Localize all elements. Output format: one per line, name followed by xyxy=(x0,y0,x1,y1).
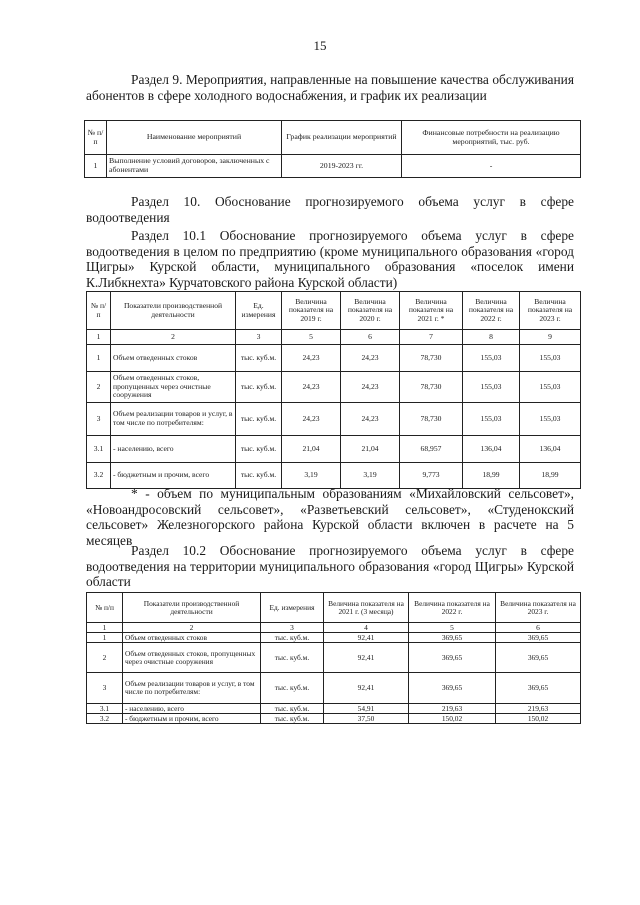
cell: тыс. куб.м. xyxy=(236,372,282,403)
cell: 18,99 xyxy=(520,463,581,489)
section-9-title: Раздел 9. Мероприятия, направленные на повышение качества обслуживания абонентов в сфере холодного водоснабжения, и график их реализации xyxy=(86,72,574,103)
table-row xyxy=(87,345,581,372)
cell: 136,04 xyxy=(463,436,520,463)
cell: 155,03 xyxy=(520,403,581,436)
cell: 136,04 xyxy=(520,436,581,463)
cell: 369,65 xyxy=(409,633,496,643)
cell: 3.2 xyxy=(87,714,123,724)
cell: 9 xyxy=(520,330,581,345)
cell: 5 xyxy=(282,330,341,345)
cell: тыс. куб.м. xyxy=(261,704,324,714)
cell: 3.1 xyxy=(87,704,123,714)
cell: 1 xyxy=(87,623,123,633)
cell: тыс. куб.м. xyxy=(236,403,282,436)
cell: 219,63 xyxy=(496,704,581,714)
table-row xyxy=(87,463,581,489)
header-cell: Величина показателя на 2019 г. xyxy=(282,292,341,330)
cell: 155,03 xyxy=(463,345,520,372)
cell: тыс. куб.м. xyxy=(261,714,324,724)
header-cell: Показатели производственной деятельности xyxy=(111,292,236,330)
cell: 1 xyxy=(87,330,111,345)
header-cell: Ед. измерения xyxy=(236,292,282,330)
cell: 1 xyxy=(87,633,123,643)
cell: 21,04 xyxy=(282,436,341,463)
section-10-2-table xyxy=(86,592,581,724)
cell: - населению, всего xyxy=(111,436,236,463)
table-header-row xyxy=(87,292,581,330)
section-10-2-title: Раздел 10.2 Обоснование прогнозируемого объема услуг в сфере водоотведения на территории муниципального образования «город Щигры» Курской области xyxy=(86,543,574,589)
cell: 3 xyxy=(236,330,282,345)
column-number-row xyxy=(87,330,581,345)
cell: 4 xyxy=(324,623,409,633)
cell: 1 xyxy=(87,345,111,372)
cell: 155,03 xyxy=(463,372,520,403)
section-9-table xyxy=(84,120,581,178)
cell: Объем реализации товаров и услуг, в том числе по потребителям: xyxy=(111,403,236,436)
footnote: * - объем по муниципальным образованиям «Михайловский сельсовет», «Новоандросовский сельсовет», «Разветьевский сельсовет», «Студенокский сельсовет» Железногорского района Курской области включен в расчете на 5 месяцев xyxy=(86,486,574,548)
cell: 2 xyxy=(87,372,111,403)
header-cell: № п/п xyxy=(87,292,111,330)
cell: 7 xyxy=(400,330,463,345)
header-cell: Показатели производственной деятельности xyxy=(123,593,261,623)
cell: Объем отведенных стоков, пропущенных через очистные сооружения xyxy=(123,643,261,673)
cell: 155,03 xyxy=(520,345,581,372)
cell: 54,91 xyxy=(324,704,409,714)
cell: 150,02 xyxy=(496,714,581,724)
cell: 24,23 xyxy=(282,345,341,372)
cell: 24,23 xyxy=(341,372,400,403)
cell: 2 xyxy=(123,623,261,633)
cell: 369,65 xyxy=(409,673,496,704)
cell: 24,23 xyxy=(282,372,341,403)
cell: 1 xyxy=(85,155,107,178)
cell: 369,65 xyxy=(409,643,496,673)
table-row xyxy=(85,155,581,178)
cell: 155,03 xyxy=(463,403,520,436)
cell: 6 xyxy=(341,330,400,345)
cell: 92,41 xyxy=(324,633,409,643)
cell: тыс. куб.м. xyxy=(236,345,282,372)
cell: 24,23 xyxy=(341,345,400,372)
cell: 21,04 xyxy=(341,436,400,463)
cell: тыс. куб.м. xyxy=(236,463,282,489)
cell: тыс. куб.м. xyxy=(261,673,324,704)
header-cell: График реализации мероприятий xyxy=(282,121,402,155)
cell: 78,730 xyxy=(400,345,463,372)
table-row xyxy=(87,673,581,704)
section-10-1-title: Раздел 10.1 Обоснование прогнозируемого объема услуг в сфере водоотведения в целом по предприятию (кроме муниципального образования «город Щигры» Курской области, муниципального образования «поселок имени К.Либкнехта» Курчатовского района Курской области) xyxy=(86,228,574,290)
cell: 3,19 xyxy=(341,463,400,489)
column-number-row xyxy=(87,623,581,633)
header-cell: Величина показателя на 2022 г. xyxy=(409,593,496,623)
cell: 219,63 xyxy=(409,704,496,714)
cell: 2 xyxy=(111,330,236,345)
cell: 92,41 xyxy=(324,673,409,704)
cell: 3 xyxy=(261,623,324,633)
table-row xyxy=(87,436,581,463)
cell: 3 xyxy=(87,403,111,436)
header-cell: Ед. измерения xyxy=(261,593,324,623)
header-cell: № п/п xyxy=(85,121,107,155)
table-row xyxy=(87,704,581,714)
cell: 92,41 xyxy=(324,643,409,673)
cell: тыс. куб.м. xyxy=(261,633,324,643)
cell: 3,19 xyxy=(282,463,341,489)
table-header-row xyxy=(85,121,581,155)
cell: 78,730 xyxy=(400,403,463,436)
header-cell: Величина показателя на 2020 г. xyxy=(341,292,400,330)
cell: 369,65 xyxy=(496,643,581,673)
cell: 24,23 xyxy=(282,403,341,436)
page-number: 15 xyxy=(313,38,327,53)
cell: 3.2 xyxy=(87,463,111,489)
section-10-title: Раздел 10. Обоснование прогнозируемого объема услуг в сфере водоотведения xyxy=(86,194,574,225)
cell: 3.1 xyxy=(87,436,111,463)
table-row xyxy=(87,633,581,643)
cell: - бюджетным и прочим, всего xyxy=(123,714,261,724)
table-row xyxy=(87,403,581,436)
table-row xyxy=(87,372,581,403)
cell: Объем реализации товаров и услуг, в том числе по потребителям: xyxy=(123,673,261,704)
cell: 6 xyxy=(496,623,581,633)
header-cell: Величина показателя на 2023 г. xyxy=(520,292,581,330)
cell: 24,23 xyxy=(341,403,400,436)
cell: Объем отведенных стоков, пропущенных через очистные сооружения xyxy=(111,372,236,403)
cell: 18,99 xyxy=(463,463,520,489)
header-cell: Финансовые потребности на реализацию мероприятий, тыс. руб. xyxy=(402,121,581,155)
cell: 2019-2023 гг. xyxy=(282,155,402,178)
cell: 369,65 xyxy=(496,673,581,704)
cell: Объем отведенных стоков xyxy=(111,345,236,372)
table-header-row xyxy=(87,593,581,623)
header-cell: Величина показателя на 2021 г. * xyxy=(400,292,463,330)
header-cell: Величина показателя на 2021 г. (3 месяца) xyxy=(324,593,409,623)
cell: 150,02 xyxy=(409,714,496,724)
cell: 8 xyxy=(463,330,520,345)
cell: тыс. куб.м. xyxy=(261,643,324,673)
cell: тыс. куб.м. xyxy=(236,436,282,463)
cell: Объем отведенных стоков xyxy=(123,633,261,643)
cell: 78,730 xyxy=(400,372,463,403)
cell: 5 xyxy=(409,623,496,633)
header-cell: Величина показателя на 2022 г. xyxy=(463,292,520,330)
cell: - бюджетным и прочим, всего xyxy=(111,463,236,489)
cell: 68,957 xyxy=(400,436,463,463)
cell: 3 xyxy=(87,673,123,704)
header-cell: Величина показателя на 2023 г. xyxy=(496,593,581,623)
section-10-1-table xyxy=(86,291,581,489)
cell: - населению, всего xyxy=(123,704,261,714)
table-row xyxy=(87,643,581,673)
cell: - xyxy=(402,155,581,178)
cell: 155,03 xyxy=(520,372,581,403)
cell: 37,50 xyxy=(324,714,409,724)
cell: 9,773 xyxy=(400,463,463,489)
cell: Выполнение условий договоров, заключенных с абонентами xyxy=(107,155,282,178)
header-cell: Наименование мероприятий xyxy=(107,121,282,155)
table-row xyxy=(87,714,581,724)
cell: 2 xyxy=(87,643,123,673)
header-cell: № п/п xyxy=(87,593,123,623)
cell: 369,65 xyxy=(496,633,581,643)
